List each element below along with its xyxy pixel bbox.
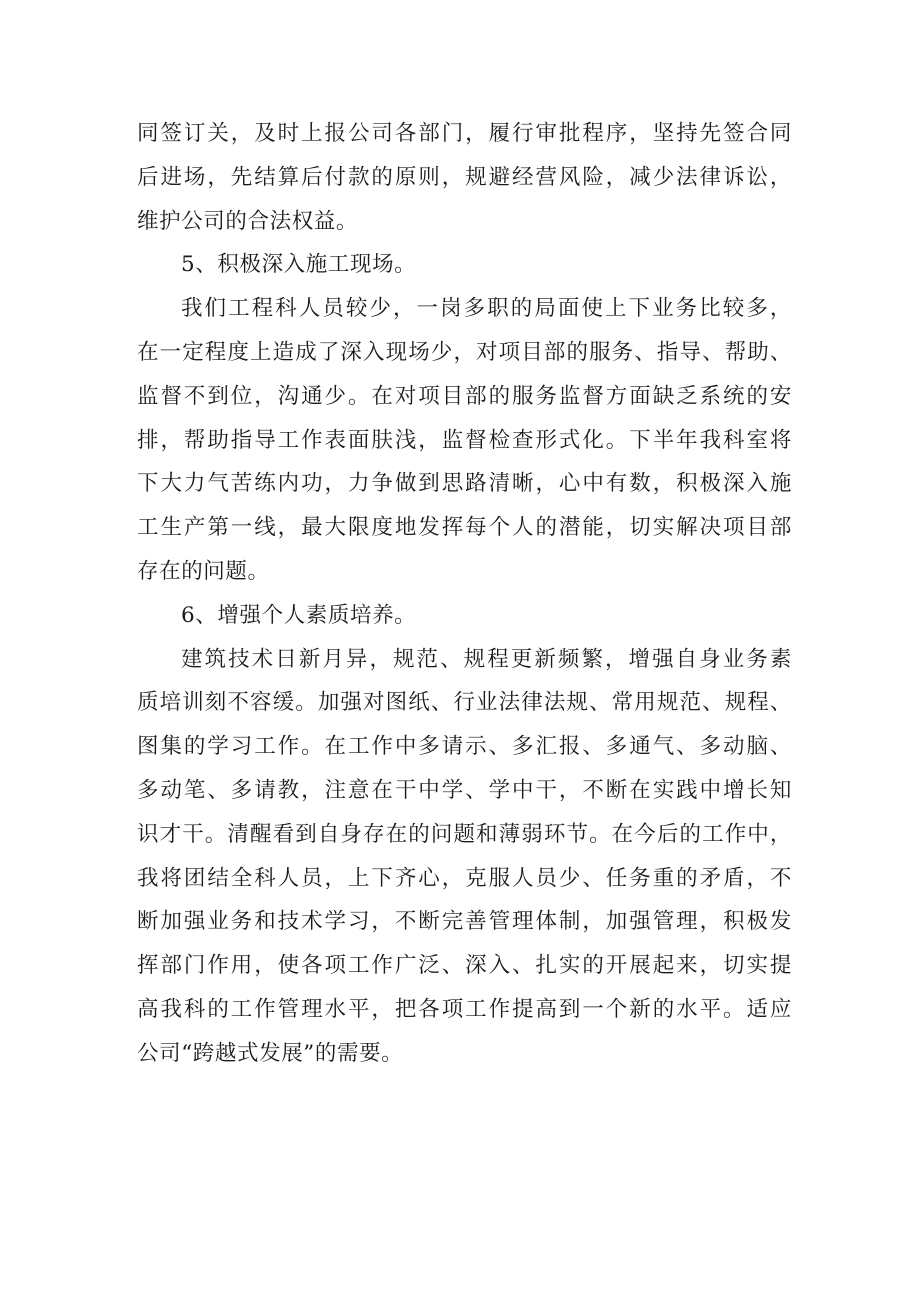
text-line: 监督不到位，沟通少。在对项目部的服务监督方面缺乏系统的安 — [137, 383, 792, 409]
text-line: 图集的学习工作。在工作中多请示、多汇报、多通气、多动脑、 — [137, 734, 792, 760]
text-line: 后进场，先结算后付款的原则，规避经营风险，减少法律诉讼， — [137, 164, 792, 190]
text-line: 断加强业务和技术学习，不断完善管理体制，加强管理，积极发 — [137, 909, 792, 935]
text-line: 同签订关，及时上报公司各部门，履行审批程序，坚持先签合同 — [137, 121, 792, 146]
text-line: 我将团结全科人员，上下齐心，克服人员少、任务重的矛盾，不 — [137, 865, 792, 891]
text-line: 公司“跨越式发展”的需要。 — [137, 1040, 404, 1066]
text-line: 在一定程度上造成了深入现场少，对项目部的服务、指导、帮助、 — [137, 339, 792, 365]
section-heading-6: 6、增强个人素质培养。 — [181, 602, 417, 628]
text-line: 高我科的工作管理水平，把各项工作提高到一个新的水平。适应 — [137, 996, 792, 1022]
section-heading-5: 5、积极深入施工现场。 — [181, 252, 417, 278]
text-line: 识才干。清醒看到自身存在的问题和薄弱环节。在今后的工作中， — [137, 821, 792, 847]
text-line: 建筑技术日新月异，规范、规程更新频繁，增强自身业务素 — [181, 646, 792, 672]
text-line: 多动笔、多请教，注意在干中学、学中干，不断在实践中增长知 — [137, 777, 792, 803]
text-line: 质培训刻不容缓。加强对图纸、行业法律法规、常用规范、规程、 — [137, 690, 792, 716]
text-line: 挥部门作用，使各项工作广泛、深入、扎实的开展起来，切实提 — [137, 953, 792, 979]
text-line: 工生产第一线，最大限度地发挥每个人的潜能，切实解决项目部 — [137, 515, 792, 541]
text-line: 下大力气苦练内功，力争做到思路清晰，心中有数，积极深入施 — [137, 471, 792, 497]
text-line: 维护公司的合法权益。 — [137, 208, 359, 234]
text-line: 我们工程科人员较少，一岗多职的局面使上下业务比较多， — [181, 296, 792, 322]
text-line: 存在的问题。 — [137, 558, 270, 584]
text-line: 排，帮助指导工作表面肤浅，监督检查形式化。下半年我科室将 — [137, 427, 792, 453]
document-body — [137, 112, 792, 1076]
